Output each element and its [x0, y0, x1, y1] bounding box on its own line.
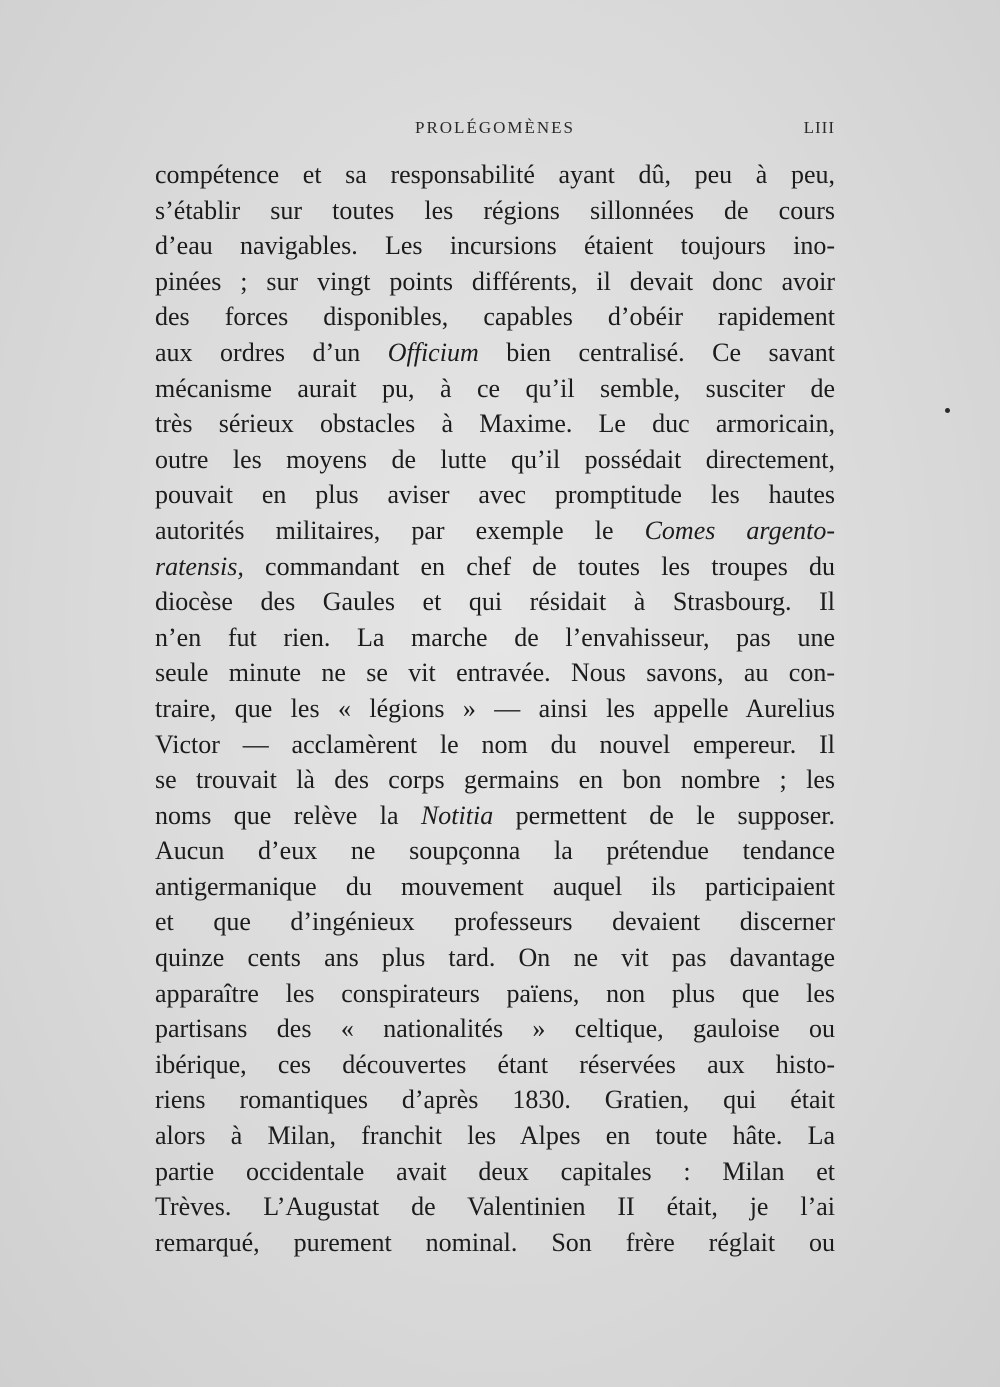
text-run: diocèse des Gaules et qui résidait à Strasbourg. Il	[155, 587, 835, 617]
text-run: traire, que les « légions » — ainsi les appelle Aurelius	[155, 693, 835, 723]
text-run: très sérieux obstacles à Maxime. Le duc armoricain,	[155, 409, 835, 439]
text-line	[155, 940, 835, 976]
text-run: noms que relève la	[155, 800, 421, 830]
text-line	[155, 228, 835, 264]
text-line	[155, 335, 835, 371]
text-run: partisans des « nationalités » celtique, gauloise ou	[155, 1014, 835, 1044]
text-line	[155, 477, 835, 513]
text-run: pouvait en plus aviser avec promptitude les hautes	[155, 480, 835, 510]
text-run: et que d’ingénieux professeurs devaient discerner	[155, 907, 835, 937]
text-run: n’en fut rien. La marche de l’envahisseur, pas une	[155, 622, 835, 652]
text-run: quinze cents ans plus tard. On ne vit pas davantage	[155, 943, 835, 973]
italic-text: Comes argento-	[644, 515, 835, 545]
text-line	[155, 904, 835, 940]
text-run: seule minute ne se vit entravée. Nous savons, au con-	[155, 658, 835, 688]
text-line	[155, 442, 835, 478]
text-run: outre les moyens de lutte qu’il possédait directement,	[155, 444, 835, 474]
text-line	[155, 1154, 835, 1190]
text-run: Aucun d’eux ne soupçonna la prétendue tendance	[155, 836, 835, 866]
text-line	[155, 869, 835, 905]
text-run: ibérique, ces découvertes étant réservées aux histo-	[155, 1049, 835, 1079]
text-run: apparaître les conspirateurs païens, non plus que les	[155, 978, 835, 1008]
text-run: Trèves. L’Augustat de Valentinien II était, je l’ai	[155, 1192, 835, 1222]
text-run: mécanisme aurait pu, à ce qu’il semble, susciter de	[155, 373, 835, 403]
text-line	[155, 620, 835, 656]
text-run: commandant en chef de toutes les troupes du	[243, 551, 835, 581]
body-text	[155, 157, 835, 1260]
text-line	[155, 1189, 835, 1225]
text-run: pinées ; sur vingt points différents, il devait donc avoir	[155, 266, 835, 296]
text-line	[155, 1225, 835, 1261]
text-line	[155, 406, 835, 442]
text-run: autorités militaires, par exemple le	[155, 515, 645, 545]
text-line	[155, 1082, 835, 1118]
text-run: se trouvait là des corps germains en bon nombre ; les	[155, 765, 835, 795]
text-line	[155, 798, 835, 834]
text-line	[155, 549, 835, 585]
text-run: Victor — acclamèrent le nom du nouvel empereur. Il	[155, 729, 835, 759]
text-line	[155, 1047, 835, 1083]
text-line	[155, 1011, 835, 1047]
text-run: aux ordres d’un	[155, 337, 388, 367]
text-line	[155, 513, 835, 549]
text-run: alors à Milan, franchit les Alpes en toute hâte. La	[155, 1121, 835, 1151]
text-line	[155, 264, 835, 300]
page-number: LIII	[803, 118, 835, 137]
text-line	[155, 691, 835, 727]
text-run: partie occidentale avait deux capitales : Milan et	[155, 1156, 835, 1186]
text-run: antigermanique du mouvement auquel ils participaient	[155, 871, 835, 901]
text-run: des forces disponibles, capables d’obéir rapidement	[155, 302, 835, 332]
text-run: remarqué, purement nominal. Son frère réglait ou	[155, 1227, 835, 1257]
text-run: permettent de le supposer.	[493, 800, 835, 830]
italic-text: Notitia	[420, 800, 494, 830]
text-line	[155, 584, 835, 620]
text-line	[155, 299, 835, 335]
text-line	[155, 1118, 835, 1154]
text-run: s’établir sur toutes les régions sillonnées de cours	[155, 195, 835, 225]
text-line	[155, 371, 835, 407]
ink-speck	[945, 408, 950, 413]
text-line	[155, 762, 835, 798]
text-line	[155, 727, 835, 763]
text-line	[155, 833, 835, 869]
text-line	[155, 157, 835, 193]
running-head	[155, 118, 835, 142]
running-title: PROLÉGOMÈNES	[414, 118, 575, 137]
text-run: bien centralisé. Ce savant	[478, 337, 835, 367]
italic-text: ratensis,	[155, 551, 244, 581]
text-line	[155, 976, 835, 1012]
text-run: compétence et sa responsabilité ayant dû, peu à peu,	[155, 160, 835, 189]
text-line	[155, 655, 835, 691]
italic-text: Officium	[387, 337, 479, 367]
text-line	[155, 193, 835, 229]
text-run: d’eau navigables. Les incursions étaient toujours ino-	[155, 231, 835, 261]
text-run: riens romantiques d’après 1830. Gratien, qui était	[155, 1085, 835, 1115]
